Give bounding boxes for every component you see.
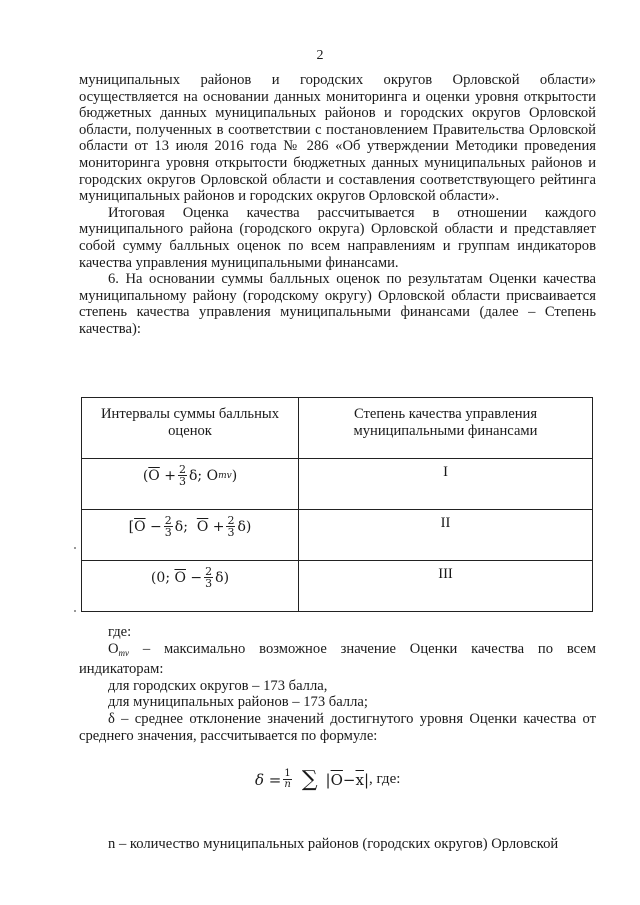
last-paragraph <box>79 836 596 853</box>
n-definition: n – количество муниципальных районов (городских округов) Орловской <box>108 836 559 852</box>
interval-formula-1: ( $\overline{O}$ + $\frac{2}{3}$ δ ; O mv ) <box>142 463 238 488</box>
paragraph-continuation: муниципальных районов и городских округов Орловской области» осуществляется на основании данных мониторинга и оценки уровня открытости бюджетных данных муниципальных районов и городских округов Орловской области, полученных в соответствии с постановлением Правительства Орловской области от 13 июля 2016 года № 286 «Об утверждении Методики проведения мониторинга уровня открытости бюджетных данных муниципальных районов и городских округов Орловской области и составления соответствующего рейтинга муниципальных районов и городских округов Орловской области». <box>79 72 596 205</box>
interval-formula-2: [ $\overline{O}$ − $\frac{2}{3}$ δ ; $\overline{O}$ + $\frac{2}{3}$ δ ) <box>128 514 252 539</box>
where-label: где: <box>108 624 132 640</box>
table-row <box>82 459 593 510</box>
header-intervals: Интервалы суммы балльных оценок <box>82 398 299 459</box>
interval-cell-1 <box>82 459 299 510</box>
page-number: 2 <box>316 48 324 63</box>
interval-formula-3: ( 0 ; $\overline{O}$ − $\frac{2}{3}$ δ ) <box>150 565 230 590</box>
municipal-districts-points: для муниципальных районов – 173 балла; <box>108 694 368 711</box>
body-text <box>79 72 596 338</box>
city-districts-points: для городских округов – 173 балла, <box>108 677 328 694</box>
omv-definition: $O_{mv}$ – максимально возможное значение Оценки качества по всем индикаторам: <box>79 640 596 678</box>
scan-artifact <box>74 547 76 549</box>
header-grade: Степень качества управления муниципальными финансами <box>299 398 593 459</box>
table-row <box>82 561 593 612</box>
interval-cell-2 <box>82 510 299 561</box>
grade-cell-3: III <box>299 561 593 612</box>
paragraph-total-score: Итоговая Оценка качества рассчитывается в отношении каждого муниципального района (городского округа) Орловской области и представляет собой сумму балльных оценок по всем направлениям и группам индикаторов качества управления муниципальными финансами. <box>79 204 596 271</box>
definitions <box>79 624 596 744</box>
scan-artifact <box>74 610 76 612</box>
interval-cell-3 <box>82 561 299 612</box>
delta-definition: δ – среднее отклонение значений достигнутого уровня Оценки качества от среднего значения, рассчитывается по формуле: <box>79 710 596 744</box>
table-row <box>82 510 593 561</box>
delta-formula: δ = $\frac{1}{n}$ ∑ | $\overline{O}$ − $\overline{x}$ | , где: <box>255 767 401 792</box>
sigma-symbol: ∑ <box>301 767 318 792</box>
grade-cell-2: II <box>299 510 593 561</box>
paragraph-item-6: 6. На основании суммы балльных оценок по результатам Оценки качества муниципальному району (городскому округу) Орловской области присваивается степень качества управления муниципальными финансами (далее – Степень качества): <box>79 271 596 337</box>
grade-intervals-table <box>81 397 593 612</box>
table-header-row <box>82 398 593 459</box>
grade-cell-1: I <box>299 459 593 510</box>
